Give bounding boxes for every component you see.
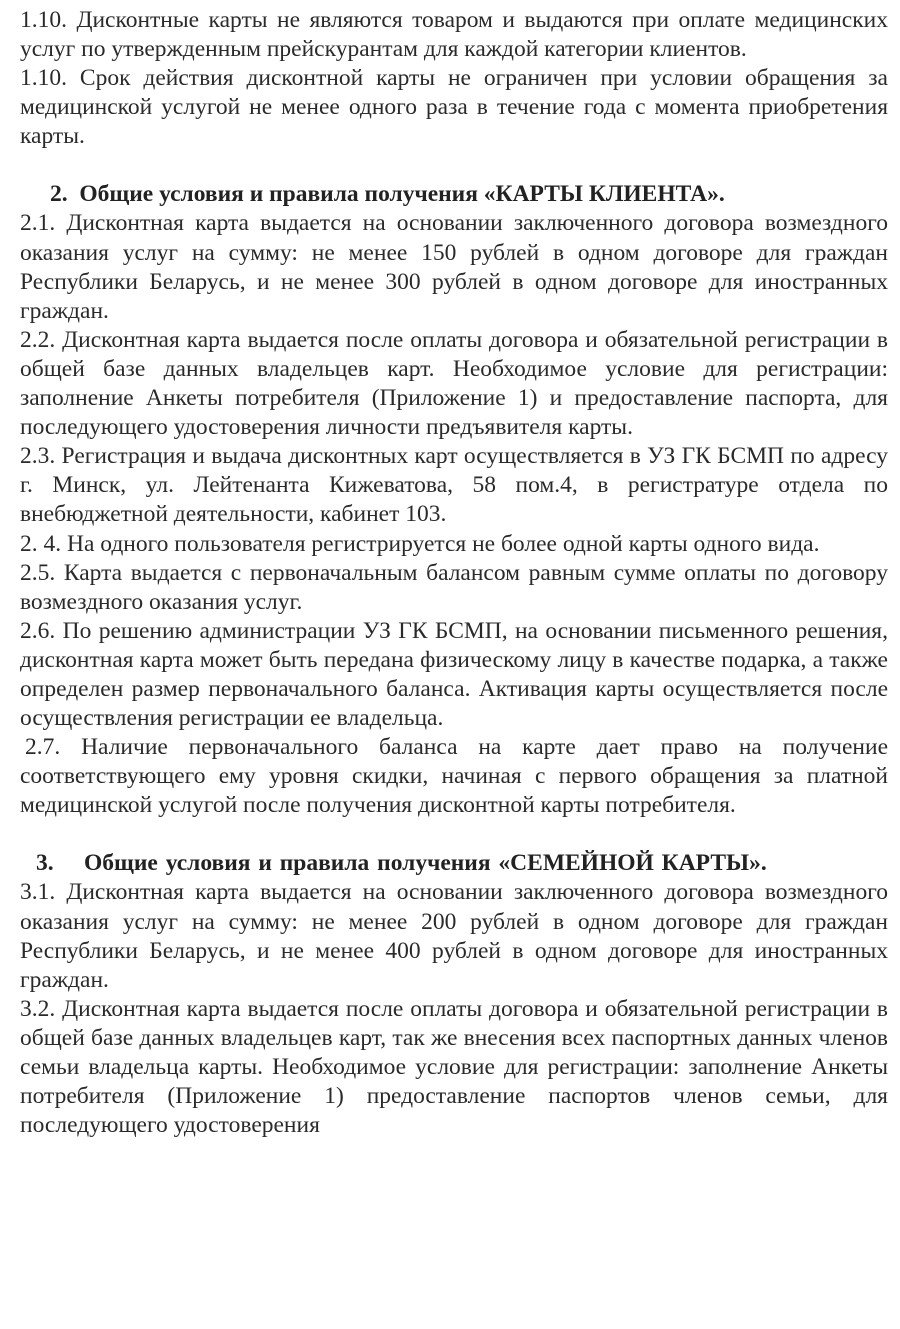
clause-2-4: 2. 4. На одного пользователя регистрируется не более одной карты одного вида. — [20, 530, 820, 557]
section-spacer — [20, 151, 888, 180]
section-3-heading-text: Общие условия и правила получения «СЕМЕЙНОЙ КАРТЫ». — [84, 850, 767, 877]
section-2-heading-number: 2. — [50, 181, 68, 208]
section-3-heading — [20, 849, 888, 878]
clause-1-10-validity-period: 1.10. Срок действия дисконтной карты не ограничен при условии обращения за медицинской услугой не менее одного раза в течение года с момента приобретения карты. — [20, 65, 888, 150]
section-2-heading — [20, 180, 888, 209]
section-spacer — [20, 820, 888, 849]
clause-2-1: 2.1. Дисконтная карта выдается на основании заключенного договора возмездного оказания услуг на сумму: не менее 150 рублей в одном договоре для граждан Республики Беларусь, и не менее 300 рублей в одном договоре для иностранных граждан. — [20, 210, 888, 324]
clause-1-10-discount-cards: 1.10. Дисконтные карты не являются товаром и выдаются при оплате медицинских услуг по утвержденным прейскурантам для каждой категории клиентов. — [20, 7, 888, 63]
section-2-heading-text: Общие условия и правила получения «КАРТЫ КЛИЕНТА». — [79, 181, 725, 208]
document-page — [20, 6, 888, 1140]
clause-2-5: 2.5. Карта выдается с первоначальным балансом равным сумме оплаты по договору возмездного оказания услуг. — [20, 559, 888, 615]
clause-2-7: 2.7. Наличие первоначального баланса на карте дает право на получение соответствующего ему уровня скидки, начиная с первого обращения за платной медицинской услугой после получения дисконтной карты потребителя. — [20, 734, 888, 819]
clause-2-6: 2.6. По решению администрации УЗ ГК БСМП, на основании письменного решения, дисконтная карта может быть передана физическому лицу в качестве подарка, а также определен размер первоначального баланса. Активация карты осуществляется после осуществления регистрации ее владельца. — [20, 617, 888, 732]
clause-3-2: 3.2. Дисконтная карта выдается после оплаты договора и обязательной регистрации в общей базе данных владельцев карт, так же внесения всех паспортных данных членов семьи владельца карты. Необходимое условие для регистрации: заполнение Анкеты потребителя (Приложение 1) предоставление паспортов членов семьи, для последующего удостоверения — [20, 995, 888, 1139]
clause-2-2: 2.2. Дисконтная карта выдается после оплаты договора и обязательной регистрации в общей базе данных владельцев карт. Необходимое условие для регистрации: заполнение Анкеты потребителя (Приложение 1) и предоставление паспорта, для последующего удостоверения личности предъявителя карты. — [20, 326, 888, 441]
clause-3-1: 3.1. Дисконтная карта выдается на основании заключенного договора возмездного оказания услуг на сумму: не менее 200 рублей в одном договоре для граждан Республики Беларусь, и не менее 400 рублей в одном договоре для иностранных граждан. — [20, 879, 888, 993]
section-3-heading-number: 3. — [36, 850, 54, 877]
clause-2-3: 2.3. Регистрация и выдача дисконтных карт осуществляется в УЗ ГК БСМП по адресу г. Минск, ул. Лейтенанта Кижеватова, 58 пом.4, в регистратуре отдела по внебюджетной деятельности, кабинет 103. — [20, 443, 888, 528]
